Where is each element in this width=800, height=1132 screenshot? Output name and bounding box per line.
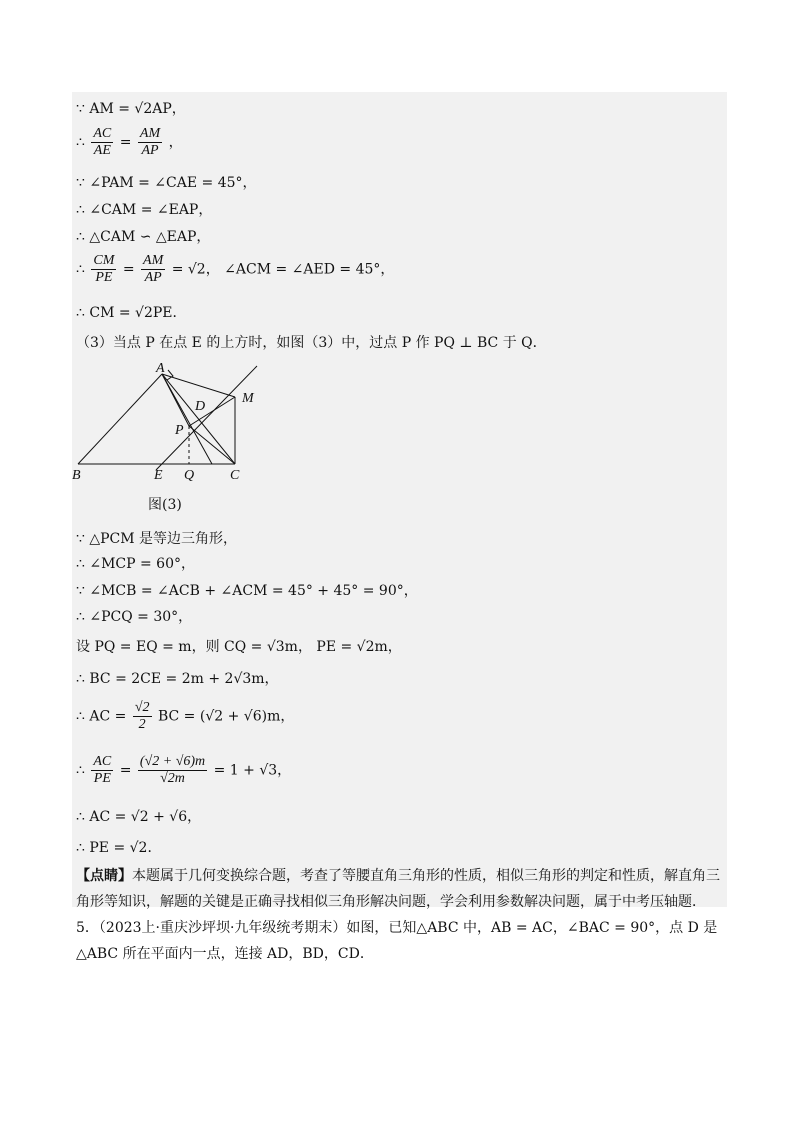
label-b: B [72, 468, 81, 483]
figure-caption: 图(3) [148, 497, 182, 513]
label-q: Q [184, 468, 195, 483]
line-3: ∵ ∠PAM = ∠CAE = 45°， [76, 175, 257, 191]
line-8: （3）当点 P 在点 E 的上方时，如图（3）中，过点 P 作 PQ ⊥ BC 于 Q． [76, 335, 547, 351]
fraction-am-ap-2: $\frac{AM}{AP}$ [143, 253, 164, 285]
comment-paragraph [76, 863, 726, 915]
line-16: ∴ $\frac{AC}{PE}$ = $\frac{(√2 + √6)m}{√2m}$ = 1 + √3， [76, 754, 292, 786]
line-4: ∴ ∠CAM = ∠EAP， [76, 202, 213, 218]
segment-ac [162, 374, 235, 464]
fraction-ac-ae: $\frac{AC}{AE}$ [93, 126, 112, 158]
label-a: A [156, 362, 165, 376]
fraction-cm-pe: $\frac{CM}{PE}$ [93, 253, 115, 285]
line-17: ∴ AC = √2 + √6， [76, 809, 202, 825]
line-11: ∵ ∠MCB = ∠ACB + ∠ACM = 45° + 45° = 90°， [76, 583, 418, 599]
line-1: ∵ AM = √2AP， [76, 101, 186, 117]
line-10: ∴ ∠MCP = 60°， [76, 556, 195, 572]
segment-pc [189, 426, 235, 464]
comment-text: 本题属于几何变换综合题，考查了等腰直角三角形的性质，相似三角形的判定和性质，解直角三角形等知识，解题的关键是正确寻找相似三角形解决问题，学会利用参数解决问题，属于中考压轴题． [76, 868, 720, 910]
fraction-am-ap: $\frac{AM}{AP}$ [139, 126, 161, 158]
figure-3 [72, 362, 260, 515]
right-angle-mark [167, 370, 173, 380]
line-2: ∴ $\frac{AC}{AE}$ = $\frac{AM}{AP}$ ， [76, 126, 183, 158]
fraction-root2-over-2: $\frac{√2}{2}$ [134, 700, 150, 732]
label-m: M [242, 391, 254, 406]
line-6: ∴ $\frac{CM}{PE}$ = $\frac{AM}{AP}$ = √2， ∠ACM = ∠AED = 45°， [76, 253, 395, 285]
line-13: 设 PQ = EQ = m，则 CQ = √3m， PE = √2m， [76, 639, 402, 655]
problem-5: 5．（2023上·重庆沙坪坝·九年级统考期末）如图，已知△ABC 中，AB = AC，∠BAC = 90°，点 D 是△ABC 所在平面内一点，连接 AD，BD，CD． [76, 920, 718, 962]
line-18: ∴ PE = √2． [76, 840, 162, 856]
geometry-diagram [72, 362, 260, 515]
line-5: ∴ △CAM ∽ △EAP， [76, 229, 211, 245]
line-12: ∴ ∠PCQ = 30°， [76, 609, 193, 625]
label-c: C [230, 468, 240, 483]
label-p: P [175, 423, 184, 438]
label-e: E [154, 468, 163, 483]
comment-label: 【点睛】 [76, 868, 132, 884]
line-14: ∴ BC = 2CE = 2m + 2√3m， [76, 671, 279, 687]
line-15: ∴ AC = $\frac{√2}{2}$ BC = (√2 + √6)m， [76, 700, 295, 732]
line-9: ∵ △PCM 是等边三角形， [76, 531, 238, 547]
fraction-ac-pe: $\frac{AC}{PE}$ [93, 754, 112, 786]
segment-ba [78, 374, 162, 464]
line-7: ∴ CM = √2PE． [76, 305, 187, 321]
label-d: D [195, 399, 206, 414]
fraction-root-sum-over-root2m: $\frac{(√2 + √6)m}{√2m}$ [139, 754, 206, 786]
